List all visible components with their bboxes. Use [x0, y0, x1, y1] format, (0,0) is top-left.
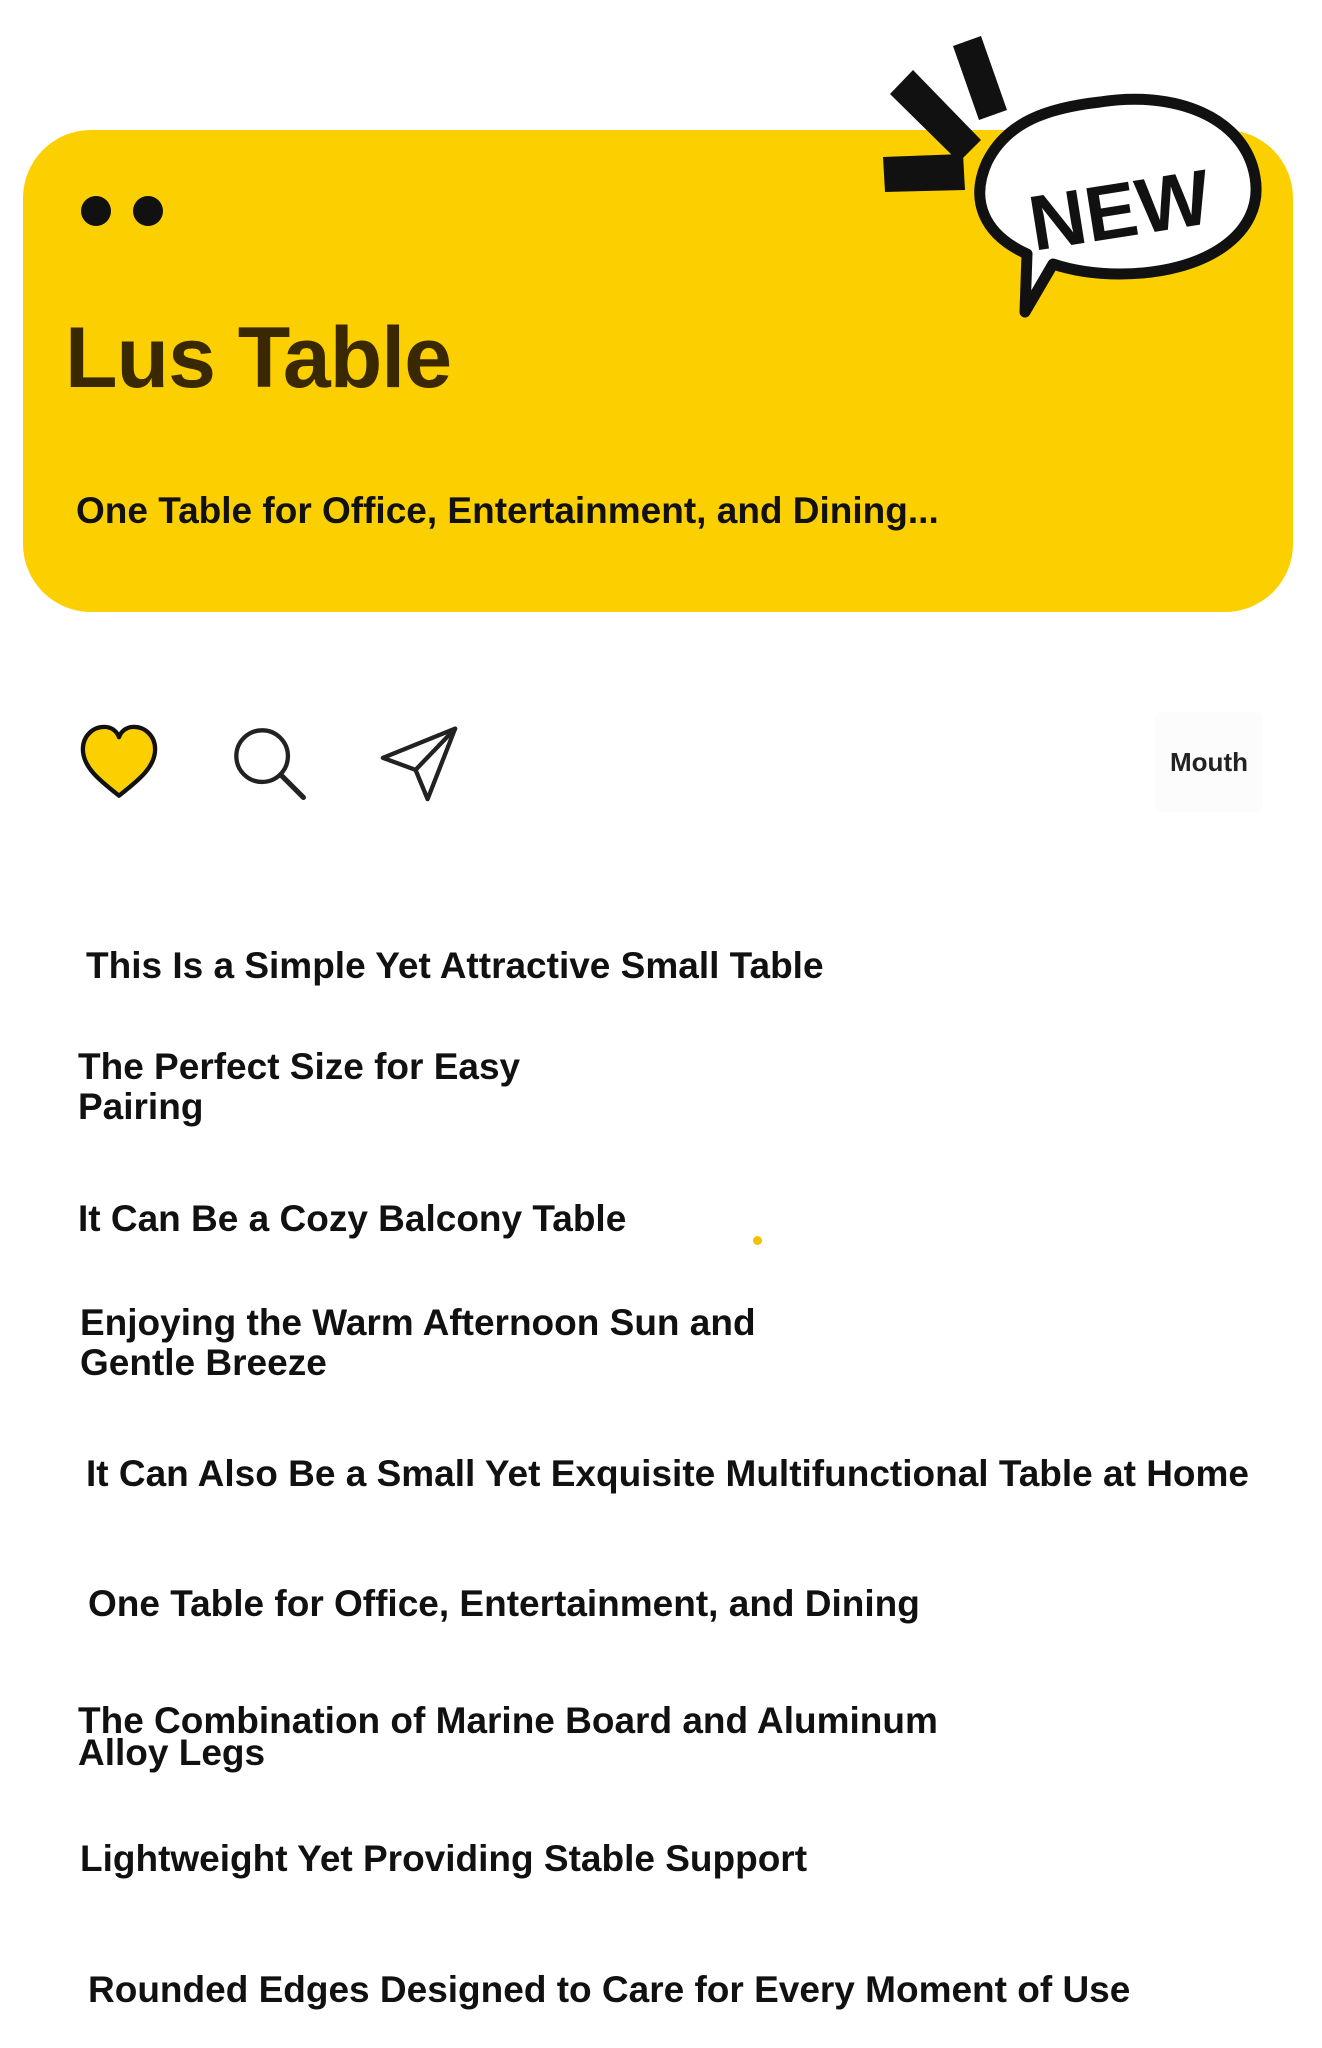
feature-line: This Is a Simple Yet Attractive Small Table	[86, 945, 824, 986]
dot-icon	[133, 196, 163, 226]
feature-line: Rounded Edges Designed to Care for Every Moment of Use	[88, 1969, 1131, 2010]
page-subtitle: One Table for Office, Entertainment, and Dining...	[76, 490, 939, 531]
feature-item	[88, 1583, 920, 1624]
feature-item	[78, 1700, 938, 1773]
search-icon	[226, 720, 312, 806]
feature-item	[88, 1969, 1130, 2010]
share-button[interactable]	[374, 718, 464, 808]
send-icon	[376, 720, 462, 806]
feature-line: It Can Also Be a Small Yet Exquisite Multifunctional Table at Home	[86, 1453, 1249, 1494]
feature-line: Enjoying the Warm Afternoon Sun and	[80, 1302, 756, 1343]
page-title: Lus Table	[65, 310, 452, 406]
feature-line: The Perfect Size for Easy	[78, 1046, 521, 1087]
feature-line: Gentle Breeze	[80, 1342, 327, 1383]
feature-line: It Can Be a Cozy Balcony Table	[78, 1198, 627, 1239]
feature-line: Lightweight Yet Providing Stable Support	[80, 1838, 808, 1879]
heart-icon	[76, 720, 162, 806]
speech-bubble-icon	[875, 22, 1265, 322]
search-button[interactable]	[224, 718, 314, 808]
feature-line: The Combination of Marine Board and Aluminum	[78, 1700, 938, 1741]
mouth-label: Mouth	[1155, 712, 1263, 812]
like-button[interactable]	[74, 718, 164, 808]
feature-item	[86, 945, 824, 986]
feature-item	[86, 1453, 1249, 1494]
badge-text: NEW	[1022, 152, 1217, 268]
new-badge	[875, 22, 1265, 322]
decorative-dot	[753, 1236, 762, 1245]
feature-line: Alloy Legs	[78, 1732, 266, 1773]
action-bar	[74, 718, 524, 808]
feature-item	[78, 1047, 520, 1127]
window-dots	[81, 196, 163, 226]
feature-item	[80, 1838, 807, 1879]
feature-item	[78, 1198, 626, 1239]
feature-line: Pairing	[78, 1086, 204, 1127]
dot-icon	[81, 196, 111, 226]
feature-item	[80, 1303, 756, 1383]
feature-line: One Table for Office, Entertainment, and Dining	[88, 1583, 920, 1624]
